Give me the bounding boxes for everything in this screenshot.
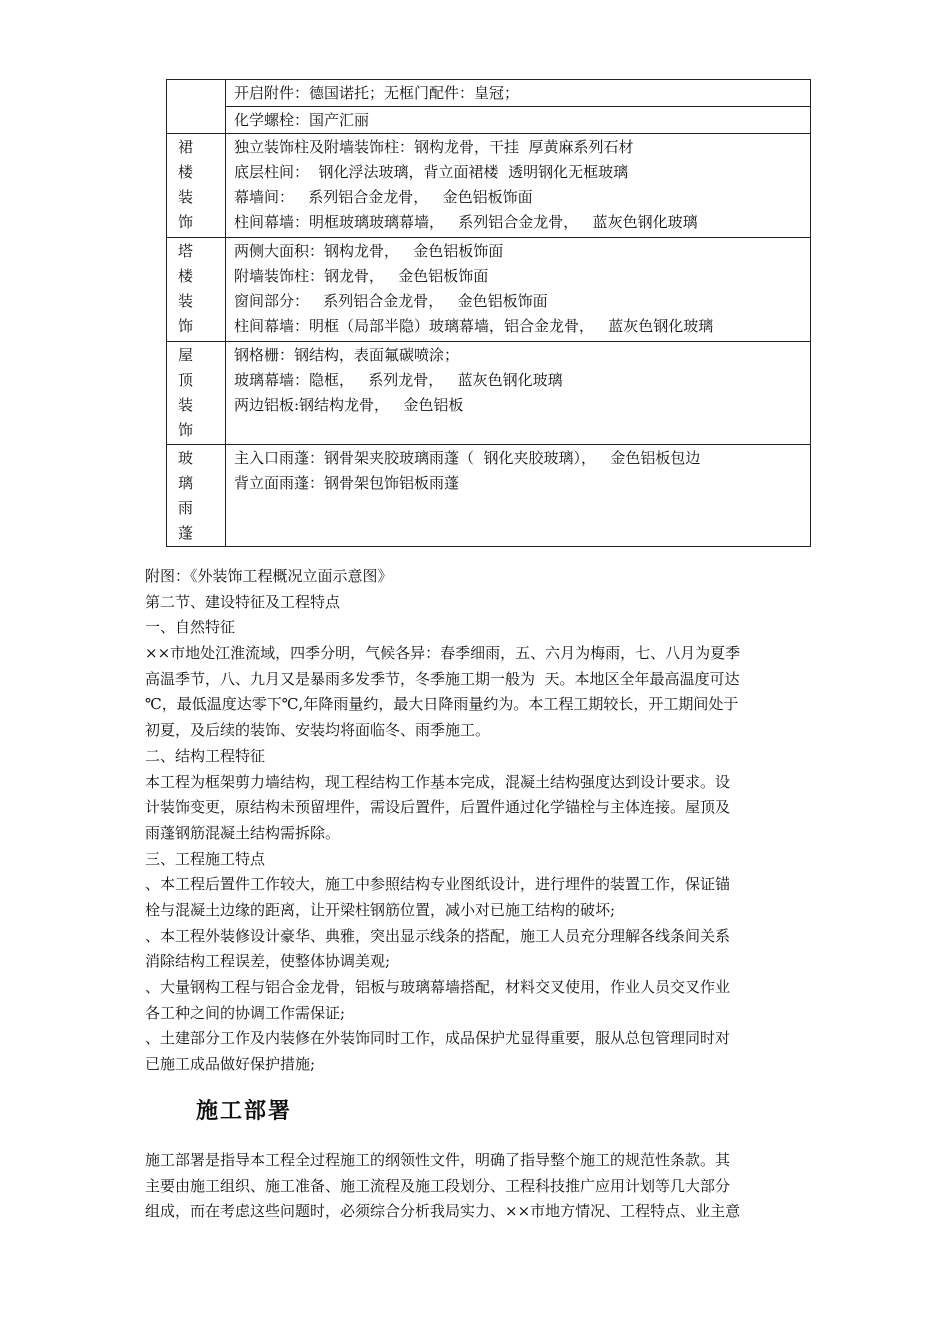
category-char: 裙 — [178, 138, 194, 156]
category-char: 蓬 — [178, 524, 194, 542]
paragraph-line: 雨蓬钢筋混凝土结构需拆除。 — [145, 823, 341, 842]
paragraph-line: 主要由施工组织、施工准备、施工流程及施工段划分、工程科技推广应用计划等几大部分 — [145, 1176, 731, 1195]
description-line: 底层柱间： 钢化浮法玻璃，背立面裙楼 透明钢化无框玻璃 — [234, 163, 629, 181]
table-row — [167, 80, 811, 107]
paragraph-line: 本工程为框架剪力墙结构，现工程结构工作基本完成，混凝土结构强度达到设计要求。设 — [145, 772, 731, 791]
category-char: 塔 — [178, 242, 194, 260]
description-cell — [226, 445, 811, 547]
paragraph-line: 附图：《外装饰工程概况立面示意图》 — [145, 567, 393, 585]
category-char: 装 — [178, 396, 194, 414]
paragraph-line: 一、自然特征 — [145, 618, 236, 637]
paragraph-line: 各工种之间的协调工作需保证; — [145, 1003, 346, 1022]
description-line: 附墙装饰柱：钢龙骨， 金色铝板饰面 — [234, 267, 489, 285]
description-cell — [226, 134, 811, 238]
table-row — [167, 342, 811, 445]
description-line: 开启附件：德国诺托；无框门配件：皇冠； — [234, 84, 520, 102]
category-cell — [167, 342, 226, 445]
description-line: 背立面雨蓬：钢骨架包饰铝板雨蓬 — [234, 474, 460, 492]
description-line: 两边铝板:钢结构龙骨， 金色铝板 — [234, 396, 464, 414]
materials-table — [166, 79, 811, 547]
description-line: 钢格栅：钢结构，表面氟碳喷涂； — [234, 346, 460, 364]
paragraph-line: ××市地处江淮流域，四季分明，气候各异：春季细雨，五、六月为梅雨，七、八月为夏季 — [145, 644, 741, 663]
category-char: 装 — [178, 188, 194, 206]
description-line: 柱间幕墙：明框（局部半隐）玻璃幕墙，铝合金龙骨， 蓝灰色钢化玻璃 — [234, 317, 714, 335]
paragraph-line: 组成，而在考虑这些问题时，必须综合分析我局实力、××市地方情况、工程特点、业主意 — [145, 1202, 741, 1221]
category-cell — [167, 445, 226, 547]
paragraph-line: 、本工程外装修设计豪华、典雅，突出显示线条的搭配，施工人员充分理解各线条间关系 — [145, 926, 731, 945]
paragraph-line: 、本工程后置件工作较大，施工中参照结构专业图纸设计，进行埋件的装置工作，保证锚 — [145, 875, 731, 894]
section-deployment-text — [145, 1148, 810, 1225]
paragraph-line: ℃，最低温度达零下℃,年降雨量约，最大日降雨量约为。本工程工期较长，开工期间处于 — [145, 695, 739, 714]
description-line: 主入口雨蓬：钢骨架夹胶玻璃雨蓬（ 钢化夹胶玻璃）， 金色铝板包边 — [234, 449, 701, 467]
paragraph-line: 三、工程施工特点 — [145, 849, 266, 868]
category-char: 楼 — [178, 267, 194, 285]
paragraph-line: 、大量钢构工程与铝合金龙骨，铝板与玻璃幕墙搭配，材料交叉使用，作业人员交叉作业 — [145, 978, 731, 996]
description-line: 窗间部分： 系列铝合金龙骨， 金色铝板饰面 — [234, 292, 548, 310]
category-char: 饰 — [178, 421, 194, 439]
category-char: 璃 — [178, 474, 194, 492]
category-char: 楼 — [178, 163, 194, 181]
category-char: 顶 — [178, 371, 194, 389]
description-line: 玻璃幕墙：隐框， 系列龙骨， 蓝灰色钢化玻璃 — [234, 371, 563, 389]
category-char: 雨 — [178, 499, 194, 517]
description-cell — [226, 342, 811, 445]
paragraph-line: 计装饰变更，原结构未预留埋件，需设后置件，后置件通过化学锚栓与主体连接。屋顶及 — [145, 798, 731, 817]
paragraph-line: 消除结构工程误差，使整体协调美观; — [145, 952, 391, 971]
description-cell — [226, 107, 811, 134]
table-row — [167, 134, 811, 238]
description-line: 柱间幕墙：明框玻璃玻璃幕墙， 系列铝合金龙骨， 蓝灰色钢化玻璃 — [234, 213, 698, 231]
category-cell — [167, 134, 226, 238]
description-line: 两侧大面积：钢构龙骨， 金色铝板饰面 — [234, 242, 504, 260]
section-overview-text — [145, 564, 810, 1078]
table-row — [167, 445, 811, 547]
description-cell — [226, 238, 811, 342]
paragraph-line: 第二节、建设特征及工程特点 — [145, 592, 341, 611]
description-cell — [226, 80, 811, 107]
paragraph-line: 初夏，及后续的装饰、安装均将面临冬、雨季施工。 — [145, 721, 491, 740]
category-char: 玻 — [178, 449, 194, 467]
description-line: 化学螺栓：国产汇丽 — [234, 111, 370, 129]
paragraph-line: 已施工成品做好保护措施; — [145, 1055, 316, 1074]
table-row — [167, 238, 811, 342]
category-char: 饰 — [178, 317, 194, 335]
paragraph-line: 二、结构工程特征 — [145, 746, 266, 765]
category-char: 屋 — [178, 346, 194, 364]
category-char: 装 — [178, 292, 194, 310]
category-cell — [167, 80, 226, 134]
paragraph-line: 高温季节，八、九月又是暴雨多发季节，冬季施工期一般为 天。本地区全年最高温度可达 — [145, 669, 740, 688]
section-heading: 施工部署 — [196, 1099, 293, 1124]
paragraph-line: 、土建部分工作及内装修在外装饰同时工作，成品保护尤显得重要，服从总包管理同时对 — [145, 1029, 731, 1048]
description-line: 独立装饰柱及附墙装饰柱：钢构龙骨，干挂 厚黄麻系列石材 — [234, 138, 634, 156]
paragraph-line: 栓与混凝土边缘的距离，让开梁柱钢筋位置，减小对已施工结构的破坏; — [145, 900, 616, 919]
table-row — [167, 107, 811, 134]
paragraph-line: 施工部署是指导本工程全过程施工的纲领性文件，明确了指导整个施工的规范性条款。其 — [145, 1151, 731, 1169]
description-line: 幕墙间： 系列铝合金龙骨， 金色铝板饰面 — [234, 188, 533, 206]
category-char: 饰 — [178, 213, 194, 231]
category-cell — [167, 238, 226, 342]
